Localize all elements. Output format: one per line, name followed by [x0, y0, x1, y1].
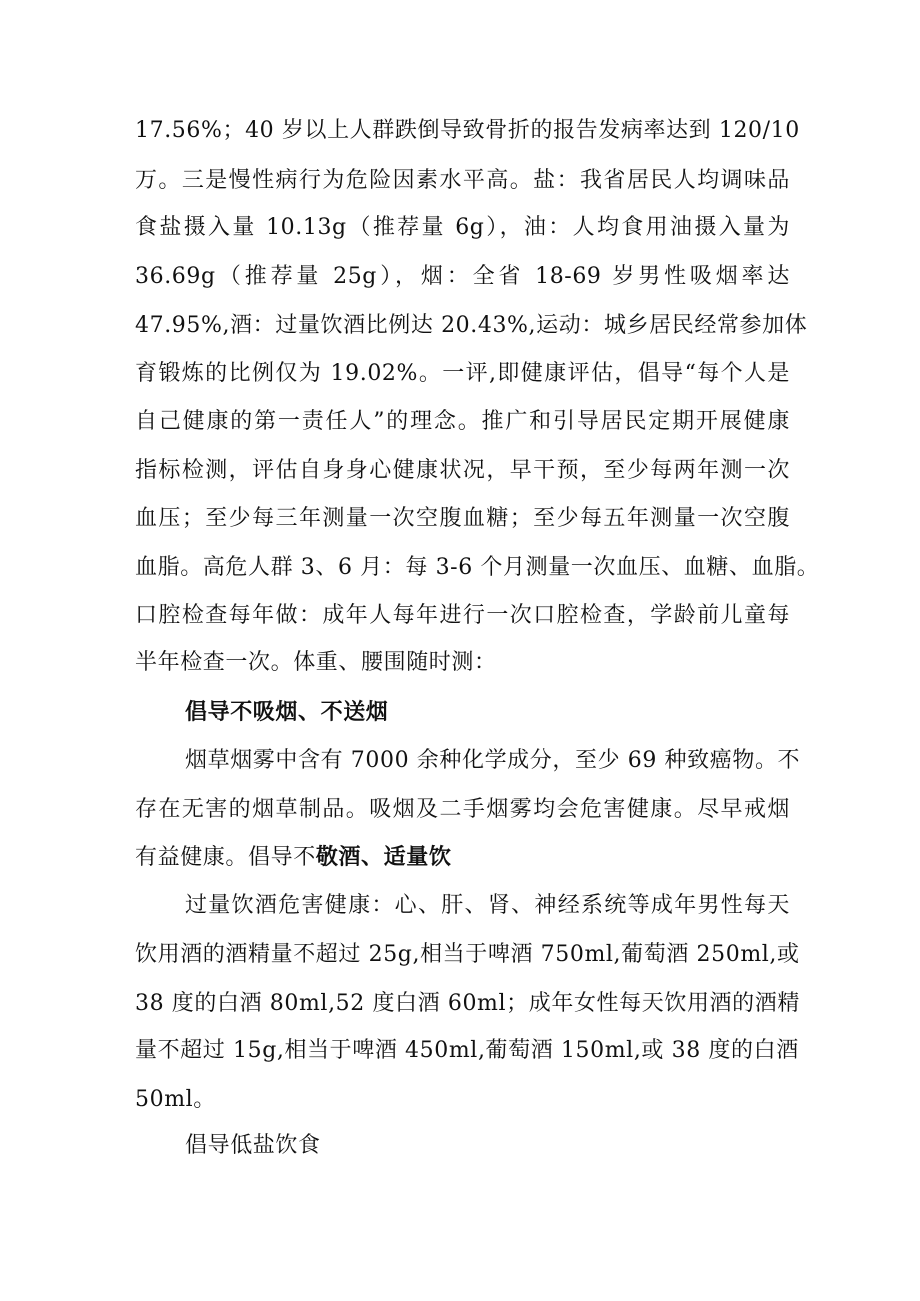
paragraph-line: 存在无害的烟草制品。吸烟及二手烟雾均会危害健康。尽早戒烟 — [135, 797, 790, 822]
paragraph-line: 饮用酒的酒精量不超过 25g,相当于啤酒 750ml,葡萄酒 250ml,或 — [135, 942, 800, 967]
paragraph-line: 50ml。 — [135, 1087, 216, 1112]
paragraph-line: 17.56%；40 岁以上人群跌倒导致骨折的报告发病率达到 120/10 — [135, 118, 800, 143]
paragraph-line: 血脂。高危人群 3、6 月：每 3-6 个月测量一次血压、血糖、血脂。 — [135, 555, 820, 580]
paragraph-line: 烟草烟雾中含有 7000 余种化学成分，至少 69 种致癌物。不 — [185, 748, 801, 773]
paragraph-line: 口腔检查每年做：成年人每年进行一次口腔检查，学龄前儿童每 — [135, 603, 790, 628]
paragraph-text: 有益健康。倡导不 — [135, 845, 316, 870]
section-heading-smoking: 倡导不吸烟、不送烟 — [185, 699, 389, 725]
paragraph-line: 自己健康的第一责任人”的理念。推广和引导居民定期开展健康 — [135, 409, 790, 434]
paragraph-line: 38 度的白酒 80ml,52 度白酒 60ml；成年女性每天饮用酒的酒精 — [135, 991, 800, 1016]
paragraph-line: 过量饮酒危害健康：心、肝、肾、神经系统等成年男性每天 — [185, 893, 790, 918]
paragraph-line: 半年检查一次。体重、腰围随时测： — [135, 650, 497, 675]
paragraph-line-mixed — [135, 842, 790, 873]
section-heading-alcohol: 敬酒、适量饮 — [315, 844, 452, 870]
paragraph-line: 47.95%,酒：过量饮酒比例达 20.43%,运动：城乡居民经常参加体 — [135, 313, 808, 338]
paragraph-line: 36.69g（推荐量 25g），烟：全省 18-69 岁男性吸烟率达 — [135, 264, 790, 289]
paragraph-line: 血压；至少每三年测量一次空腹血糖；至少每五年测量一次空腹 — [135, 506, 790, 531]
paragraph-line: 量不超过 15g,相当于啤酒 450ml,葡萄酒 150ml,或 38 度的白酒 — [135, 1038, 799, 1063]
section-heading-salt: 倡导低盐饮食 — [185, 1133, 321, 1158]
paragraph-line: 育锻炼的比例仅为 19.02%。一评,即健康评估，倡导“每个人是 — [135, 361, 790, 386]
paragraph-line: 食盐摄入量 10.13g（推荐量 6g），油：人均食用油摄入量为 — [135, 215, 790, 240]
paragraph-line: 指标检测，评估自身身心健康状况，早干预，至少每两年测一次 — [135, 458, 790, 483]
paragraph-line: 万。三是慢性病行为危险因素水平高。盐：我省居民人均调味品 — [135, 168, 790, 193]
